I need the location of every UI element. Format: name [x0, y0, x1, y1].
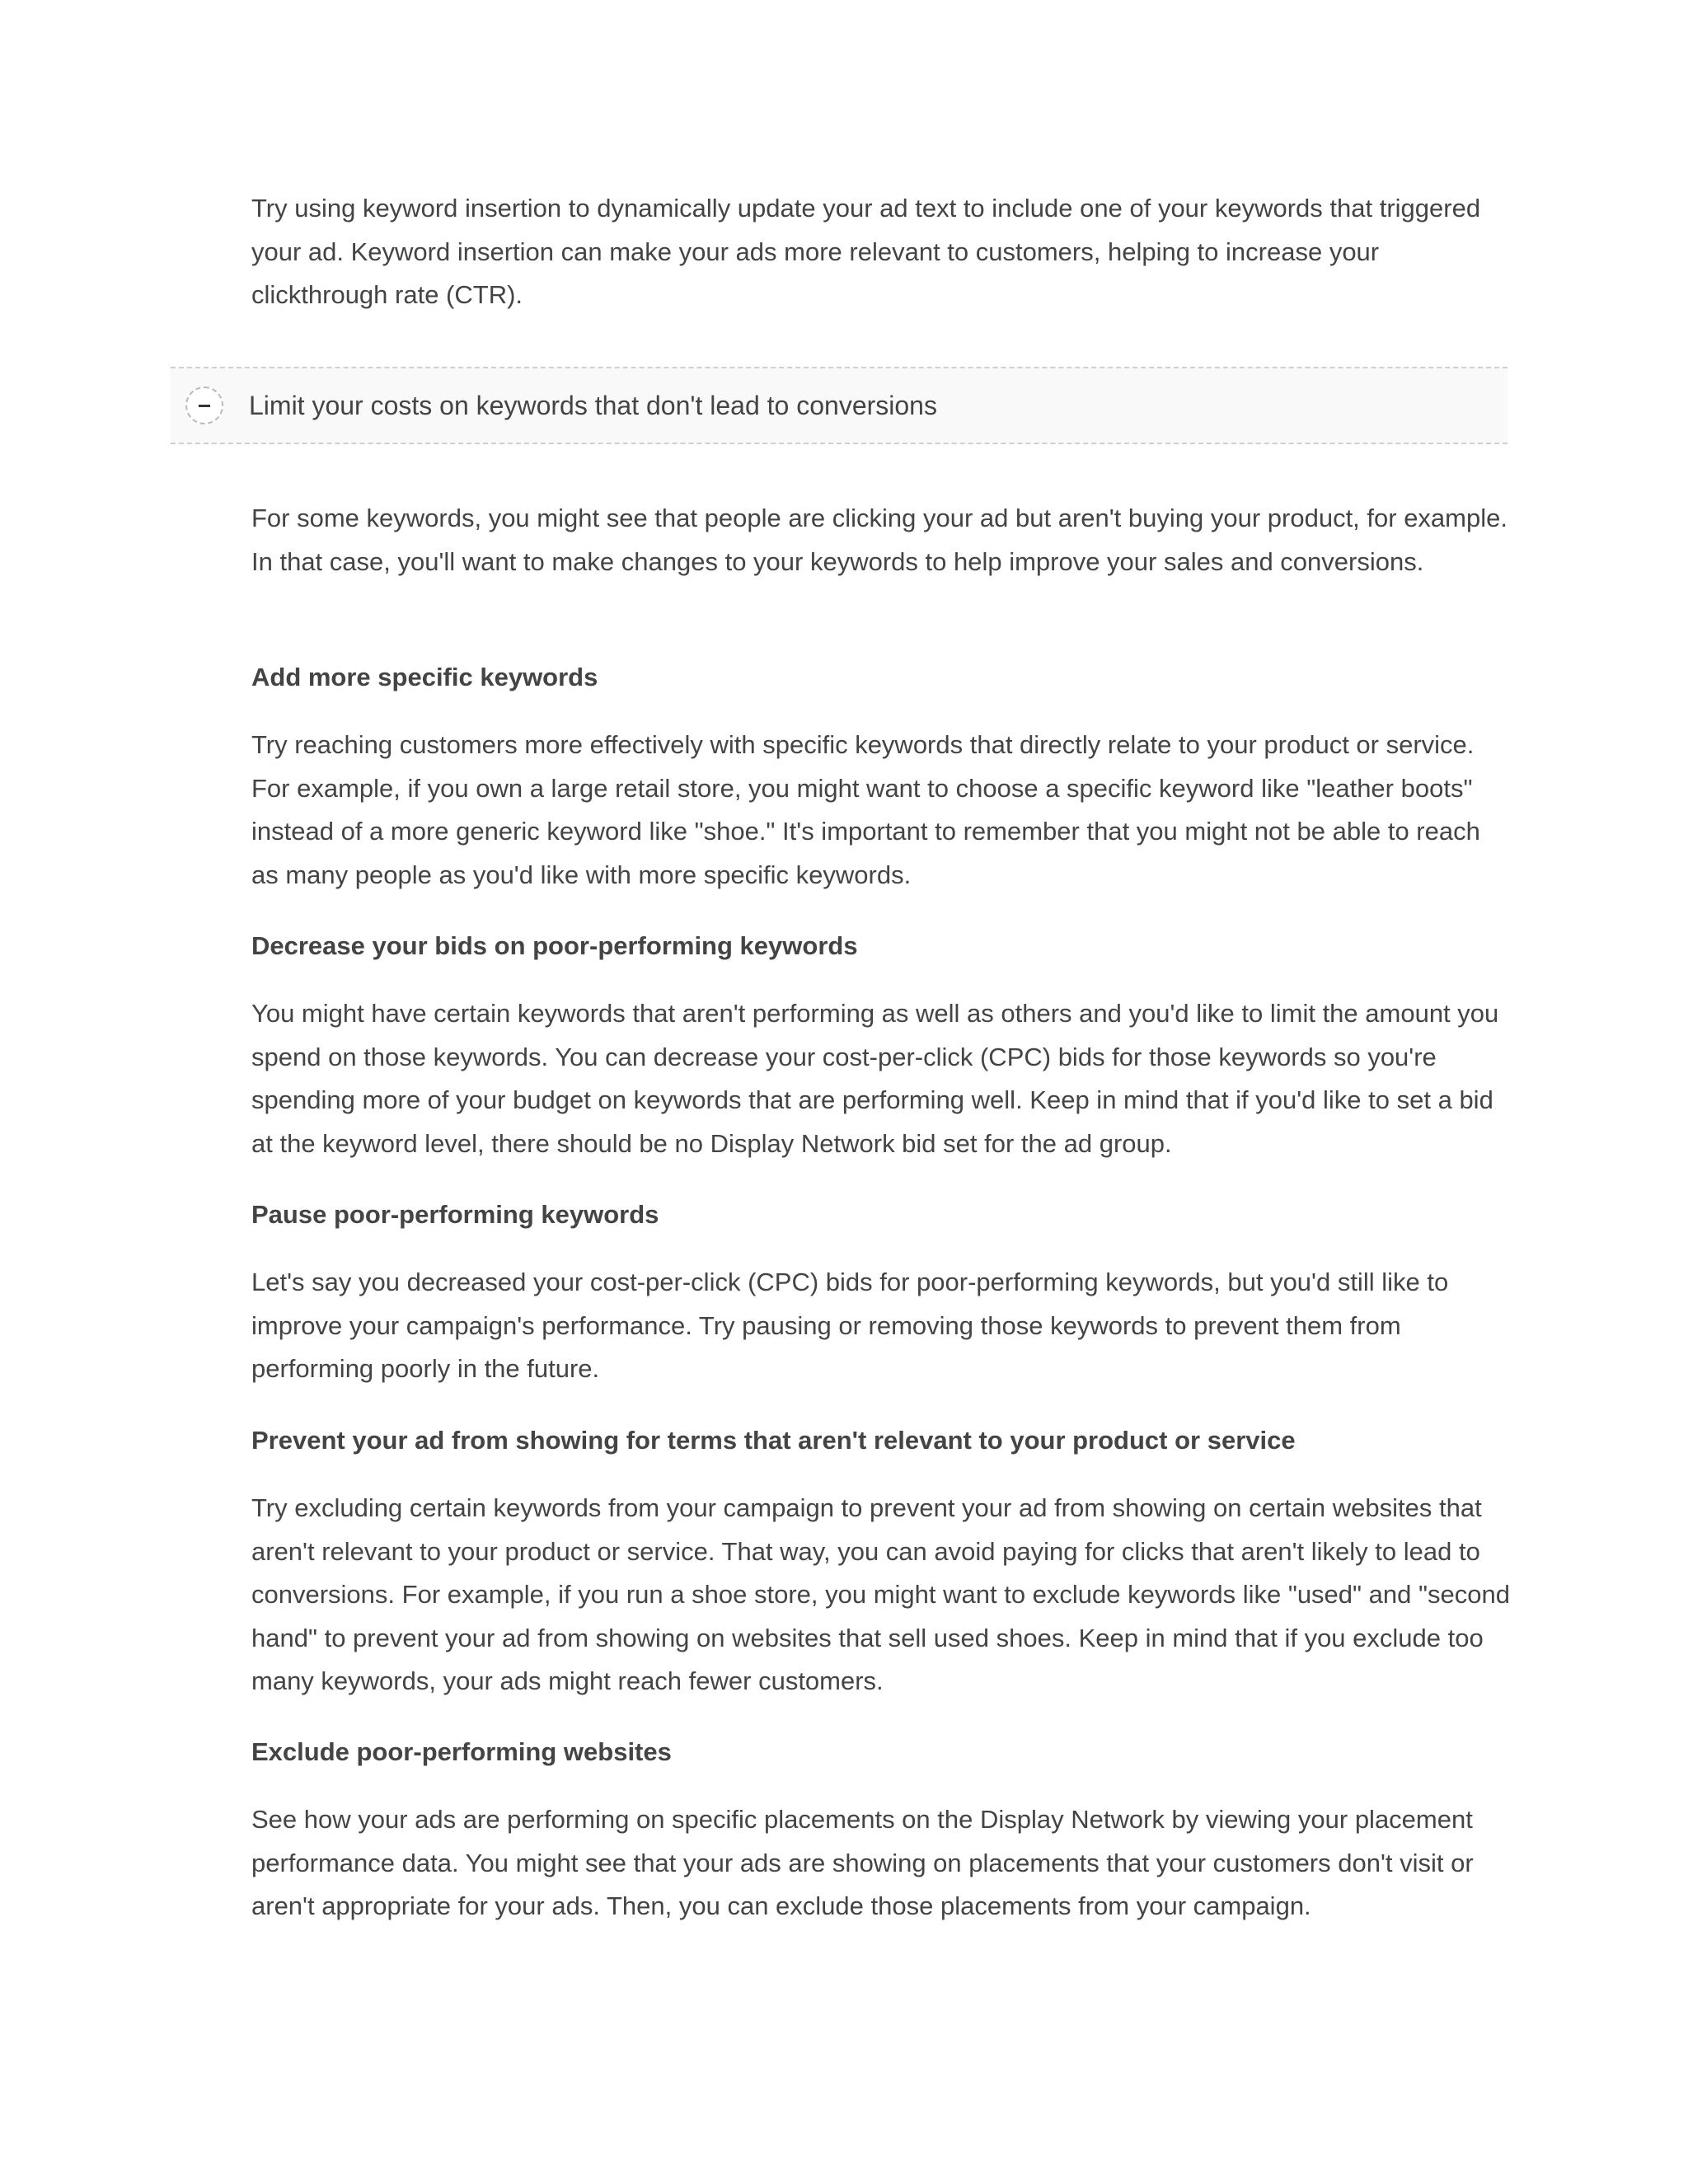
section-header-limit-costs[interactable] — [171, 367, 1507, 444]
subsection-body-pause-keywords: Let's say you decreased your cost-per-click (CPC) bids for poor-performing keywords, but you'd still like to improve your campaign's performance. Try pausing or removing those keywords to prevent them from performing poorly in the future. — [251, 1268, 1449, 1383]
subsection-body-exclude-websites: See how your ads are performing on specific placements on the Display Network by viewing your placement performance data. You might see that your ads are showing on placements that your customers don't visit or aren't appropriate for your ads. Then, you can exclude those placements from your campaign. — [251, 1805, 1474, 1920]
subsection-body-prevent-irrelevant: Try excluding certain keywords from your campaign to prevent your ad from showing on certain websites that aren't relevant to your product or service. That way, you can avoid paying for clicks that aren't likely to lead to conversions. For example, if you run a shoe store, you might want to exclude keywords like "used" and "second hand" to prevent your ad from showing on websites that sell used shoes. Keep in mind that if you exclude too many keywords, your ads might reach fewer customers. — [251, 1493, 1510, 1695]
subsection-heading-decrease-bids: Decrease your bids on poor-performing keywords — [251, 931, 858, 960]
minus-circle-icon[interactable] — [185, 387, 223, 424]
subsection-heading-specific-keywords: Add more specific keywords — [251, 663, 598, 691]
intro-paragraph: Try using keyword insertion to dynamically update your ad text to include one of your keywords that triggered your ad. Keyword insertion can make your ads more relevant to customers, helping to increase your clickthrough rate (CTR). — [251, 194, 1481, 309]
section-title[interactable]: Limit your costs on keywords that don't lead to conversions — [249, 391, 937, 420]
subsection-heading-exclude-websites: Exclude poor-performing websites — [251, 1737, 672, 1766]
subsection-body-decrease-bids: You might have certain keywords that aren't performing as well as others and you'd like to limit the amount you spend on those keywords. You can decrease your cost-per-click (CPC) bids for those keywords so you're spending more of your budget on keywords that are performing well. Keep in mind that if you'd like to set a bid at the keyword level, there should be no Display Network bid set for the ad group. — [251, 999, 1499, 1158]
section-intro-paragraph: For some keywords, you might see that people are clicking your ad but aren't buying your product, for example. In that case, you'll want to make changes to your keywords to help improve your sales and conversions. — [251, 504, 1507, 576]
subsection-heading-prevent-irrelevant: Prevent your ad from showing for terms that aren't relevant to your product or service — [251, 1426, 1296, 1455]
subsection-body-specific-keywords: Try reaching customers more effectively with specific keywords that directly relate to your product or service. For example, if you own a large retail store, you might want to choose a specific keyword like "leather boots" instead of a more generic keyword like "shoe." It's important to remember that you might not be able to reach as many people as you'd like with more specific keywords. — [251, 730, 1480, 889]
subsection-heading-pause-keywords: Pause poor-performing keywords — [251, 1200, 659, 1229]
